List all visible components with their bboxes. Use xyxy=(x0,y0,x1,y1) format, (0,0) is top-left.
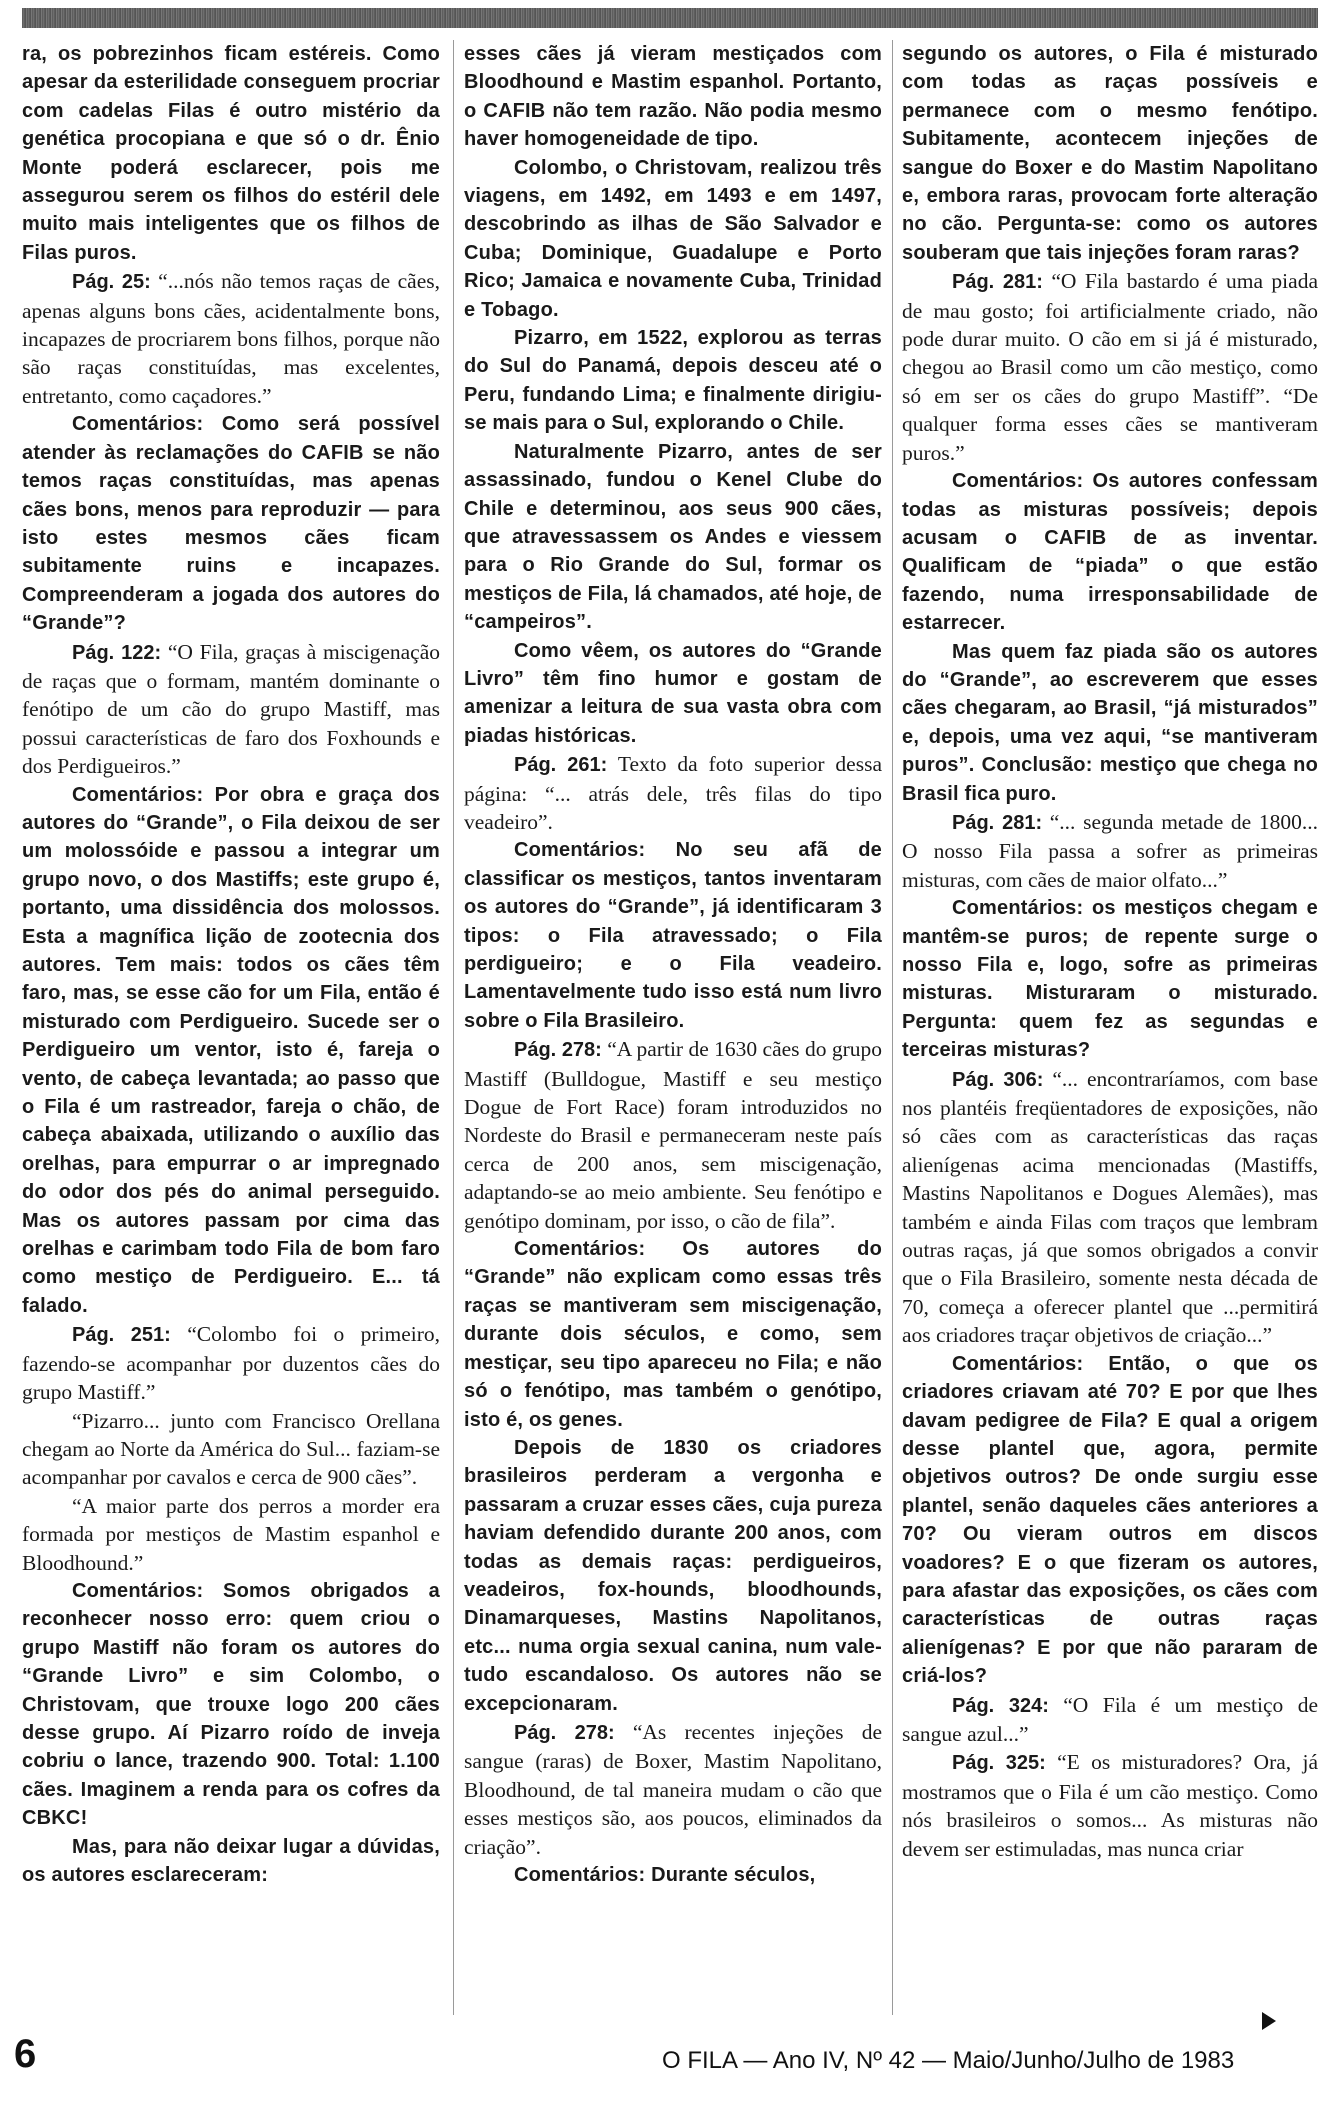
paragraph-text: Comentários: Somos obrigados a reconhecer nosso erro: quem criou o grupo Mastiff não foram os autores do “Grande Livro” e sim Colombo, o Christovam, que trouxe logo 200 cães desse grupo. Aí Pizarro roído de inveja cobriu o lance, trazendo 900. Total: 1.100 cães. Imaginem a renda para os cofres da CBKC! xyxy=(22,1579,440,1830)
paragraph xyxy=(22,1320,440,1406)
page-reference: Pág. 281: xyxy=(952,811,1043,834)
paragraph xyxy=(902,638,1318,808)
paragraph xyxy=(902,894,1318,1064)
paragraph-text: Comentários: Os autores do “Grande” não explicam como essas três raças se mantiveram sem miscigenação, durante dois séculos, e como, sem mestiçar, seu tipo apareceu no Fila; e não só o fenótipo, mas também o genótipo, isto é, os genes. xyxy=(464,1238,882,1431)
paragraph-text: Texto da foto superior dessa página: “... atrás dele, três filas do tipo veadeiro”. xyxy=(464,752,882,834)
paragraph xyxy=(22,40,440,267)
paragraph xyxy=(22,781,440,1321)
paragraph xyxy=(464,40,882,154)
paragraph-text: “...nós não temos raças de cães, apenas alguns bons cães, acidentalmente bons, incapazes de procriarem bons filhos, porque não são raças constituídas, mas excelentes, entretanto, como caçadores.” xyxy=(22,269,440,408)
paragraph-text: Comentários: Os autores confessam todas as misturas possíveis; depois acusam o CAFIB de as inventar. Qualificam de “piada” o que estão fazendo, numa irresponsabilidade de estarrecer. xyxy=(902,470,1318,635)
paragraph-text: Mas quem faz piada são os autores do “Grande”, ao escreverem que esses cães chegaram, ao Brasil, “já misturados” e, depois, uma vez aqui, “se mantiveram puros”. Conclusão: mestiço que chega no Brasil fica puro. xyxy=(902,640,1318,805)
paragraph-text: “O Fila bastardo é uma piada de mau gosto; foi artificialmente criado, não pode durar muito. O cão em si já é misturado, chegou ao Brasil como um cão mestiço, como só em ser os cães do grupo Mastiff”. “De qualquer forma esses cães se mantiveram puros.” xyxy=(902,269,1318,465)
header-band xyxy=(22,8,1318,28)
paragraph xyxy=(22,1407,440,1492)
paragraph xyxy=(902,1691,1318,1749)
column-1 xyxy=(22,40,440,2020)
column-divider xyxy=(453,40,454,2015)
paragraph xyxy=(22,267,440,410)
paragraph xyxy=(22,638,440,781)
paragraph xyxy=(464,324,882,438)
paragraph xyxy=(22,1492,440,1577)
paragraph xyxy=(464,750,882,836)
paragraph xyxy=(464,154,882,324)
paragraph xyxy=(464,1861,882,1889)
paragraph-text: “O Fila, graças à miscigenação de raças que o formam, mantém dominante o fenótipo de um cão do grupo Mastiff, mas possui características de faro dos Foxhounds e dos Perdigueiros.” xyxy=(22,639,440,779)
paragraph-text: Comentários: Então, o que os criadores criavam até 70? E por que lhes davam pedigree de Fila? E qual a origem desse plantel que, agora, permite objetivos outros? De onde surgiu esse plantel, senão daqueles cães anteriores a 70? Ou vieram outros em discos voadores? E o que fizeram os autores, para afastar das exposições, os cães com características de outras raças alienígenas? E por que não pararam de criá-los? xyxy=(902,1352,1318,1688)
paragraph-text: “A partir de 1630 cães do grupo Mastiff (Bulldogue, Mastiff e seu mestiço Dogue de Fort Race) foram introduzidos no Nordeste do Brasil e permaneceram neste país cerca de 200 anos, sem miscigenação, adaptando-se ao meio ambiente. Seu fenótipo e genótipo dominam, por isso, o cão de fila”. xyxy=(464,1037,882,1233)
paragraph-text: Como vêem, os autores do “Grande Livro” têm fino humor e gostam de amenizar a leitura de sua vasta obra com piadas históricas. xyxy=(464,639,882,747)
paragraph xyxy=(22,410,440,637)
page-reference: Pág. 278: xyxy=(514,1039,602,1062)
paragraph-text: Pizarro, em 1522, explorou as terras do Sul do Panamá, depois desceu até o Peru, fundando Lima; e finalmente dirigiu-se mais para o Sul, explorando o Chile. xyxy=(464,327,882,435)
paragraph xyxy=(464,1035,882,1235)
page-reference: Pág. 251: xyxy=(72,1324,171,1347)
page-body xyxy=(22,40,1318,2020)
page-reference: Pág. 325: xyxy=(952,1752,1046,1775)
continue-arrow-icon xyxy=(1262,2012,1276,2030)
paragraph-text: “... encontraríamos, com base nos plantéis freqüentadores de exposições, não só cães com as características das raças alienígenas acima mencionadas (Mastiffs, Mastins Napolitanos e Dogues Alemães), mas também e ainda Filas com traços que lembram outras raças, já que somos obrigados a convir que o Fila Brasileiro, somente nesta década de 70, começa a oferecer plantel que ...permitirá aos criadores traçar objetivos de criação...” xyxy=(902,1066,1318,1348)
paragraph-text: esses cães já vieram mestiçados com Bloodhound e Mastim espanhol. Portanto, o CAFIB não tem razão. Não podia mesmo haver homogeneidade de tipo. xyxy=(464,43,882,151)
page-reference: Pág. 122: xyxy=(72,641,162,664)
paragraph xyxy=(464,438,882,637)
paragraph xyxy=(902,1350,1318,1691)
paragraph xyxy=(464,1235,882,1434)
footer-text: O FILA — Ano IV, Nº 42 — Maio/Junho/Julho de 1983 xyxy=(662,2047,1235,2074)
page-number: 6 xyxy=(14,2032,37,2076)
paragraph-text: Comentários: Por obra e graça dos autores do “Grande”, o Fila deixou de ser um molossóide e passou a integrar um grupo novo, o dos Mastiffs; este grupo é, portanto, uma dissidência dos molossos. Esta a magnífica lição de zootecnia dos autores. Tem mais: todos os cães têm faro, mas, se esse cão for um Fila, então é misturado com Perdigueiro. Sucede ser o Perdigueiro um ventor, isto é, fareja o vento, de cabeça levantada; ao passo que o Fila é um rastreador, fareja o chão, de cabeça abaixada, utilizando o auxílio das orelhas, para empurrar o ar impregnado do odor dos pés do animal perseguido. Mas os autores passam por cima das orelhas e carimbam todo Fila de bom faro como mestiço de Perdigueiro. E... tá falado. xyxy=(22,783,440,1317)
column-2 xyxy=(464,40,882,2020)
paragraph-text: “Pizarro... junto com Francisco Orellana chegam ao Norte da América do Sul... faziam-se acompanhar por cavalos e cerca de 900 cães”. xyxy=(22,1408,440,1490)
paragraph-text: Comentários: os mestiços chegam e mantêm-se puros; de repente surge o nosso Fila e, logo, sofre as primeiras misturas. Misturaram o misturado. Pergunta: quem fez as segundas e terceiras misturas? xyxy=(902,897,1318,1062)
paragraph xyxy=(464,1718,882,1861)
paragraph xyxy=(902,808,1318,894)
paragraph-text: segundo os autores, o Fila é misturado com todas as raças possíveis e permanece com o mesmo fenótipo. Subitamente, acontecem injeções de sangue do Boxer e do Mastim Napolitano e, embora raras, provocam forte alteração no cão. Pergunta-se: como os autores souberam que tais injeções foram raras? xyxy=(902,43,1318,264)
paragraph-text: Comentários: Como será possível atender às reclamações do CAFIB se não temos raças constituídas, mas apenas cães bons, menos para reproduzir — para isto estes mesmos cães ficam subitamente ruins e incapazes. Compreenderam a jogada dos autores do “Grande”? xyxy=(22,413,440,635)
paragraph xyxy=(464,1434,882,1718)
paragraph-text: “O Fila é um mestiço de sangue azul...” xyxy=(902,1692,1318,1746)
paragraph xyxy=(22,1833,440,1890)
paragraph-text: Colombo, o Christovam, realizou três viagens, em 1492, em 1493 e em 1497, descobrindo as ilhas de São Salvador e Cuba; Dominique, Guadalupe e Porto Rico; Jamaica e novamente Cuba, Trinidad e Tobago. xyxy=(464,156,882,321)
page-reference: Pág. 25: xyxy=(72,271,151,294)
paragraph-text: “E os misturadores? Ora, já mostramos que o Fila é um cão mestiço. Como nós brasileiros o somos... As misturas não devem ser estimuladas, mas nunca criar xyxy=(902,1750,1318,1861)
paragraph-text: “As recentes injeções de sangue (raras) de Boxer, Mastim Napolitano, Bloodhound, de tal maneira mudam o cão que esses mestiços são, aos poucos, eliminados da criação”. xyxy=(464,1719,882,1859)
paragraph-text: Mas, para não deixar lugar a dúvidas, os autores esclareceram: xyxy=(22,1835,440,1886)
paragraph-text: Comentários: Durante séculos, xyxy=(514,1864,816,1886)
page-reference: Pág. 278: xyxy=(514,1721,615,1744)
page-reference: Pág. 324: xyxy=(952,1694,1049,1717)
paragraph xyxy=(902,467,1318,637)
paragraph xyxy=(464,637,882,751)
paragraph-text: ra, os pobrezinhos ficam estéreis. Como apesar da esterilidade conseguem procriar com cadelas Filas é outro mistério da genética procopiana e que só o dr. Ênio Monte poderá esclarecer, pois me assegurou serem os filhos do estéril dele muito mais inteligentes que os filhos de Filas puros. xyxy=(22,43,440,264)
page-reference: Pág. 281: xyxy=(952,271,1043,294)
paragraph xyxy=(22,1577,440,1833)
paragraph xyxy=(464,836,882,1035)
paragraph xyxy=(902,1065,1318,1350)
page-reference: Pág. 261: xyxy=(514,754,608,777)
paragraph-text: Comentários: No seu afã de classificar os mestiços, tantos inventaram os autores do “Grande”, já identificaram 3 tipos: o Fila atravessado; o Fila perdigueiro; e o Fila veadeiro. Lamentavelmente tudo isso está num livro sobre o Fila Brasileiro. xyxy=(464,839,882,1032)
paragraph-text: “A maior parte dos perros a morder era formada por mestiços de Mastim espanhol e Bloodhound.” xyxy=(22,1493,440,1575)
paragraph-text: “Colombo foi o primeiro, fazendo-se acompanhar por duzentos cães do grupo Mastiff.” xyxy=(22,1322,440,1405)
paragraph xyxy=(902,267,1318,467)
paragraph-text: Depois de 1830 os criadores brasileiros perderam a vergonha e passaram a cruzar esses cães, cuja pureza haviam defendido durante 200 anos, com todas as demais raças: perdigueiros, veadeiros, fox-hounds, bloodhounds, Dinamarqueses, Mastins Napolitanos, etc... numa orgia sexual canina, num vale-tudo escandaloso. Os autores não se excepcionaram. xyxy=(464,1436,882,1715)
page-reference: Pág. 306: xyxy=(952,1068,1044,1091)
column-divider xyxy=(892,40,893,2015)
paragraph-text: “... segunda metade de 1800... O nosso Fila passa a sofrer as primeiras misturas, com cães de maior olfato...” xyxy=(902,809,1318,892)
paragraph-text: Naturalmente Pizarro, antes de ser assassinado, fundou o Kenel Clube do Chile e determinou, aos seus 900 cães, que atravessassem os Andes e viessem para o Rio Grande do Sul, formar os mestiços de Fila, lá chamados, até hoje, de “campeiros”. xyxy=(464,440,882,634)
paragraph xyxy=(902,1748,1318,1863)
column-3 xyxy=(902,40,1318,2020)
paragraph xyxy=(902,40,1318,267)
